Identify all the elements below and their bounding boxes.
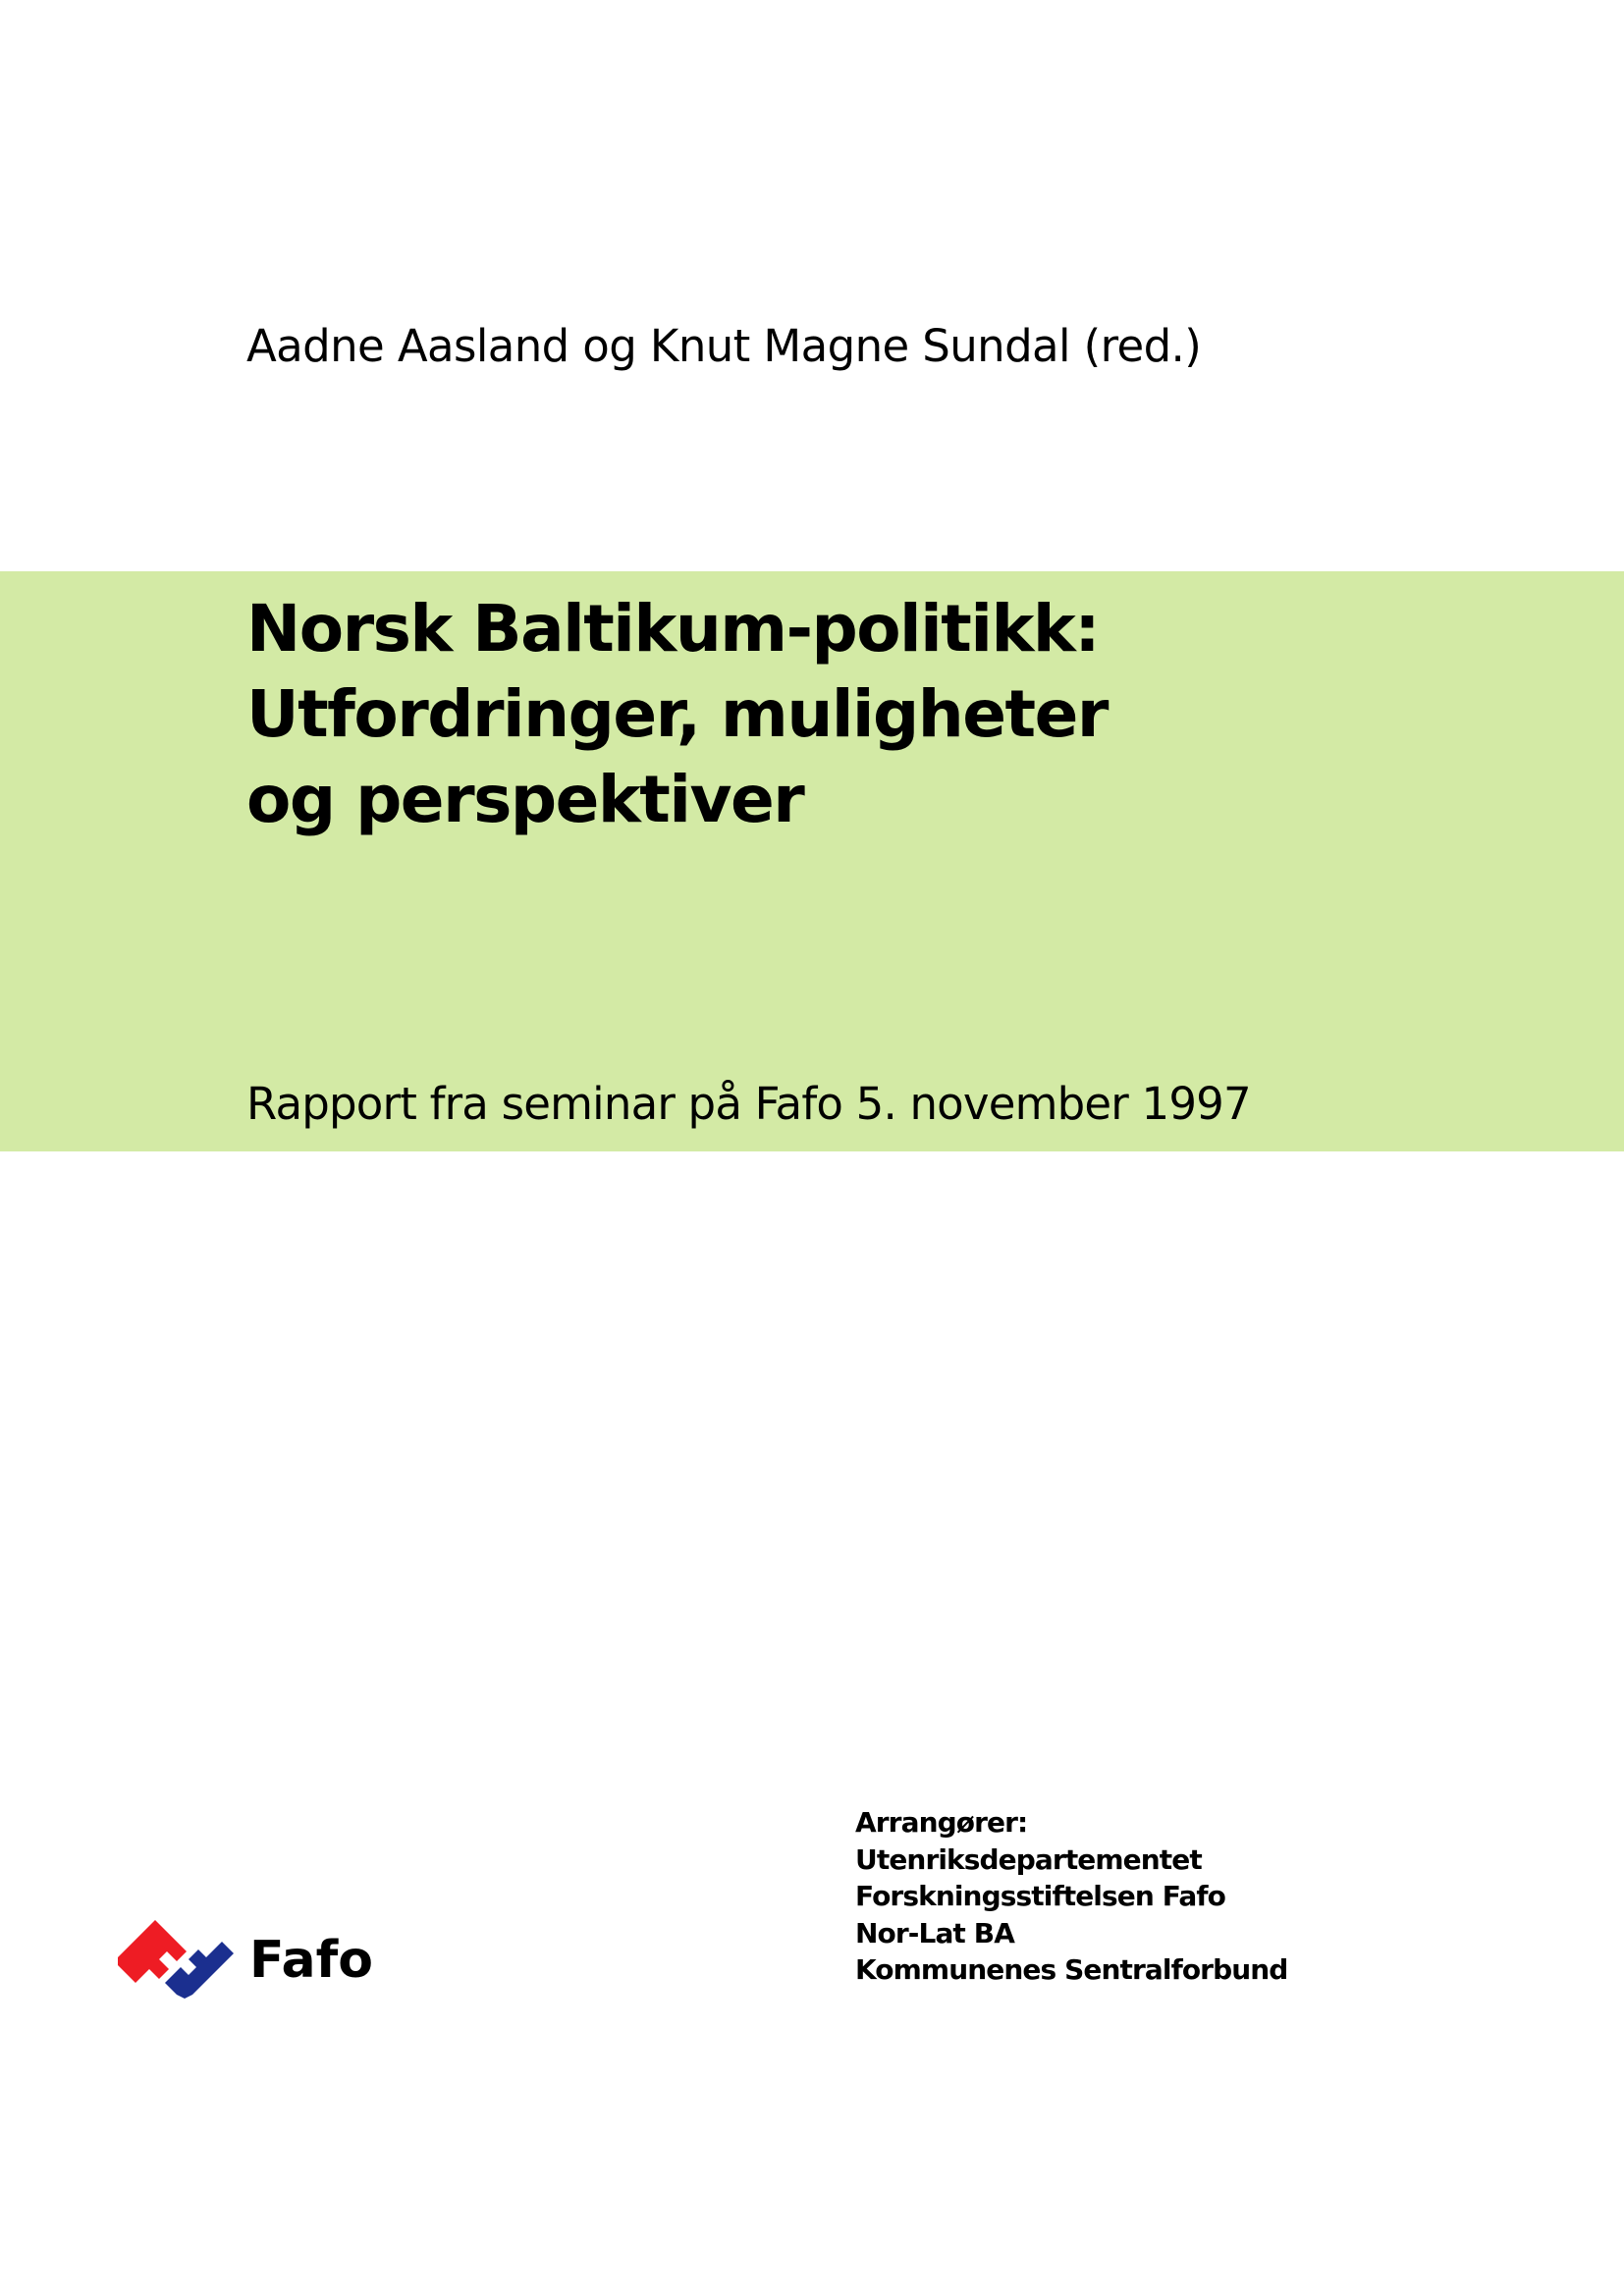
organizer-item: Nor-Lat BA (855, 1916, 1014, 1949)
logo-wordmark: Fafo (249, 1931, 373, 1990)
authors-line: Aadne Aasland og Knut Magne Sundal (red.) (246, 320, 1202, 372)
report-title (246, 586, 1108, 842)
fafo-logo-icon (116, 1918, 238, 2001)
title-line-3: og perspektiver (246, 762, 804, 837)
organizer-item: Utenriksdepartementet (855, 1842, 1202, 1876)
title-line-1: Norsk Baltikum-politikk: (246, 591, 1100, 667)
fafo-logo (116, 1918, 381, 2001)
report-subtitle: Rapport fra seminar på Fafo 5. november 1997 (246, 1078, 1251, 1130)
organizers-block (855, 1804, 1287, 1989)
organizer-item: Forskningsstiftelsen Fafo (855, 1880, 1225, 1912)
organizer-item: Kommunenes Sentralforbund (855, 1953, 1288, 1986)
organizers-heading: Arrangører: (855, 1806, 1028, 1839)
title-line-2: Utfordringer, muligheter (246, 676, 1108, 752)
